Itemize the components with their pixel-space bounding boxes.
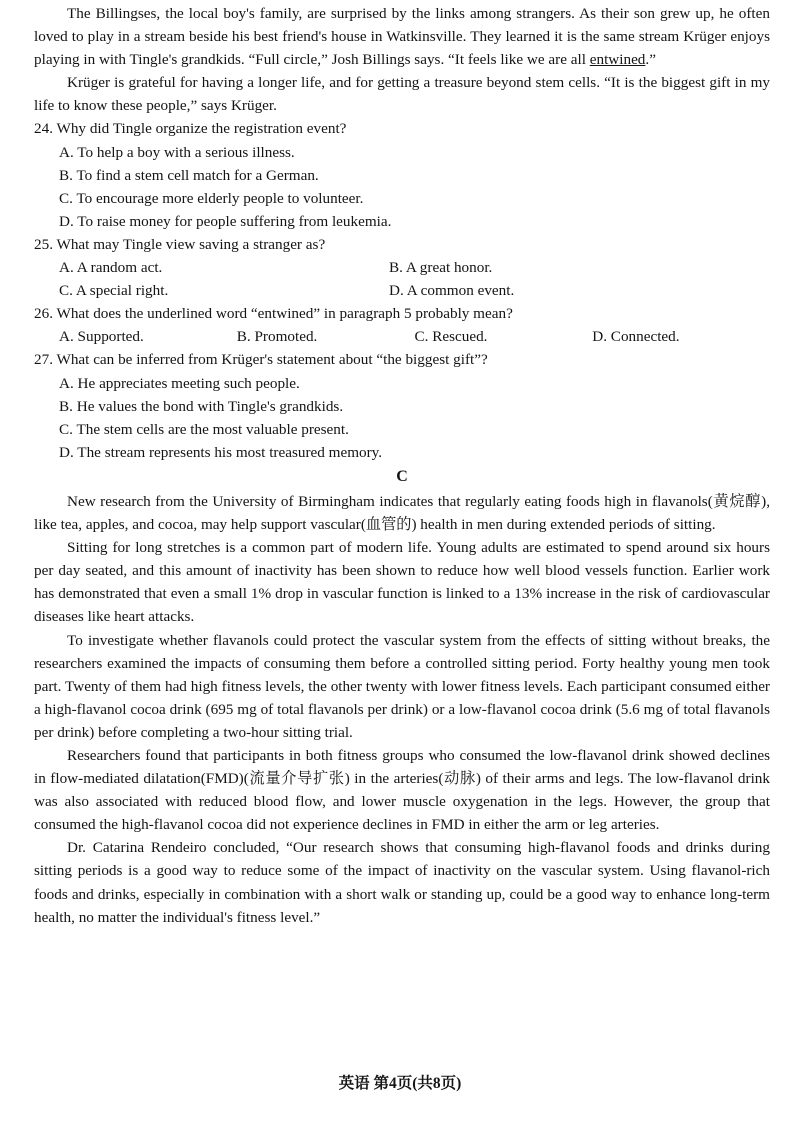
option-a: A. A random act. [59,259,163,277]
passage-b-paragraph-5: The Billingses, the local boy's family, are surprised by the links among strangers. As their son grew up, he often loved to play in a stream beside his best friend's house in Watkinsville. They learned it is the same stream Krüger enjoys playing in with Tingle's grandkids. “Full circle,” Josh Billings says. “It feels like we are all entwined.” [34,5,770,69]
option-b: B. Promoted. [236,328,318,346]
passage-c-paragraph-2: Sitting for long stretches is a common part of modern life. Young adults are estimated to spend around six hours per day seated, and this amount of inactivity has been shown to reduce how well blood vessels function. Earlier work has demonstrated that even a small 1% drop in vascular function is linked to a 13% increase in the risk of cardiovascular diseases like heart attacks. [34,539,770,626]
option-d: D. A common event. [389,282,515,300]
option-b: B. He values the bond with Tingle's grandkids. [59,397,344,415]
option-b: B. To find a stem cell match for a German. [59,166,319,184]
question-26 [34,302,770,348]
option-c: C. A special right. [59,282,169,300]
options-row [34,256,770,279]
question-stem: 25. What may Tingle view saving a stranger as? [34,235,326,253]
option-a: A. To help a boy with a serious illness. [59,143,295,161]
option-c: C. The stem cells are the most valuable present. [59,420,349,438]
passage-c-paragraph-3: To investigate whether flavanols could protect the vascular system from the effects of sitting without breaks, the researchers examined the impacts of consuming them before a controlled sitting period. Forty healthy young men took part. Twenty of them had high fitness levels, the other twenty with lower fitness levels. Each participant consumed either a high-flavanol cocoa drink (695 mg of total flavanols per drink) or a low-flavanol cocoa drink (5.6 mg of total flavanols per drink) before completing a two-hour sitting trial. [34,631,770,741]
question-stem: 26. What does the underlined word “entwined” in paragraph 5 probably mean? [34,305,513,323]
option-b: B. A great honor. [389,259,493,277]
underlined-word: entwined [589,51,646,69]
page-footer: 英语 第4页(共8页) [338,1075,462,1092]
option-d: D. The stream represents his most treasured memory. [59,443,383,461]
options-row [34,325,770,348]
option-d: D. Connected. [592,328,680,346]
question-25 [34,233,770,302]
question-24 [34,117,770,232]
page-content [34,2,770,929]
passage-b-paragraph-6: Krüger is grateful for having a longer life, and for getting a treasure beyond stem cells. “It is the biggest gift in my life to know these people,” says Krüger. [34,74,770,115]
option-c: C. To encourage more elderly people to volunteer. [59,189,364,207]
question-stem: 27. What can be inferred from Krüger's statement about “the biggest gift”? [34,351,488,369]
section-c-title: C [396,467,408,485]
passage-c-paragraph-1: New research from the University of Birmingham indicates that regularly eating foods high in flavanols(黄烷醇), like tea, apples, and cocoa, may help support vascular(血管的) health in men during extended periods of sitting. [34,492,770,534]
question-27 [34,348,770,463]
option-d: D. To raise money for people suffering from leukemia. [59,212,392,230]
option-c: C. Rescued. [414,328,488,346]
option-a: A. He appreciates meeting such people. [59,374,300,392]
question-stem: 24. Why did Tingle organize the registration event? [34,120,347,138]
passage-c-paragraph-4: Researchers found that participants in both fitness groups who consumed the low-flavanol drink showed declines in flow-mediated dilatation(FMD)(流量介导扩张) in the arteries(动脉) of their arms and legs. The low-flavanol drink was also associated with reduced blood flow, and lower muscle oxygenation in the legs. However, the group that consumed the high-flavanol cocoa did not experience declines in FMD in either the arm or leg arteries. [34,747,770,834]
options-row [34,279,770,302]
option-a: A. Supported. [59,328,144,346]
passage-c-paragraph-5: Dr. Catarina Rendeiro concluded, “Our research shows that consuming high-flavanol foods and drinks during sitting periods is a good way to reduce some of the impact of inactivity on the vascular system. Using flavanol-rich foods and drinks, especially in combination with a short walk or standing up, could be a good way to enhance long-term health, no matter the individual's fitness level.” [34,839,770,926]
